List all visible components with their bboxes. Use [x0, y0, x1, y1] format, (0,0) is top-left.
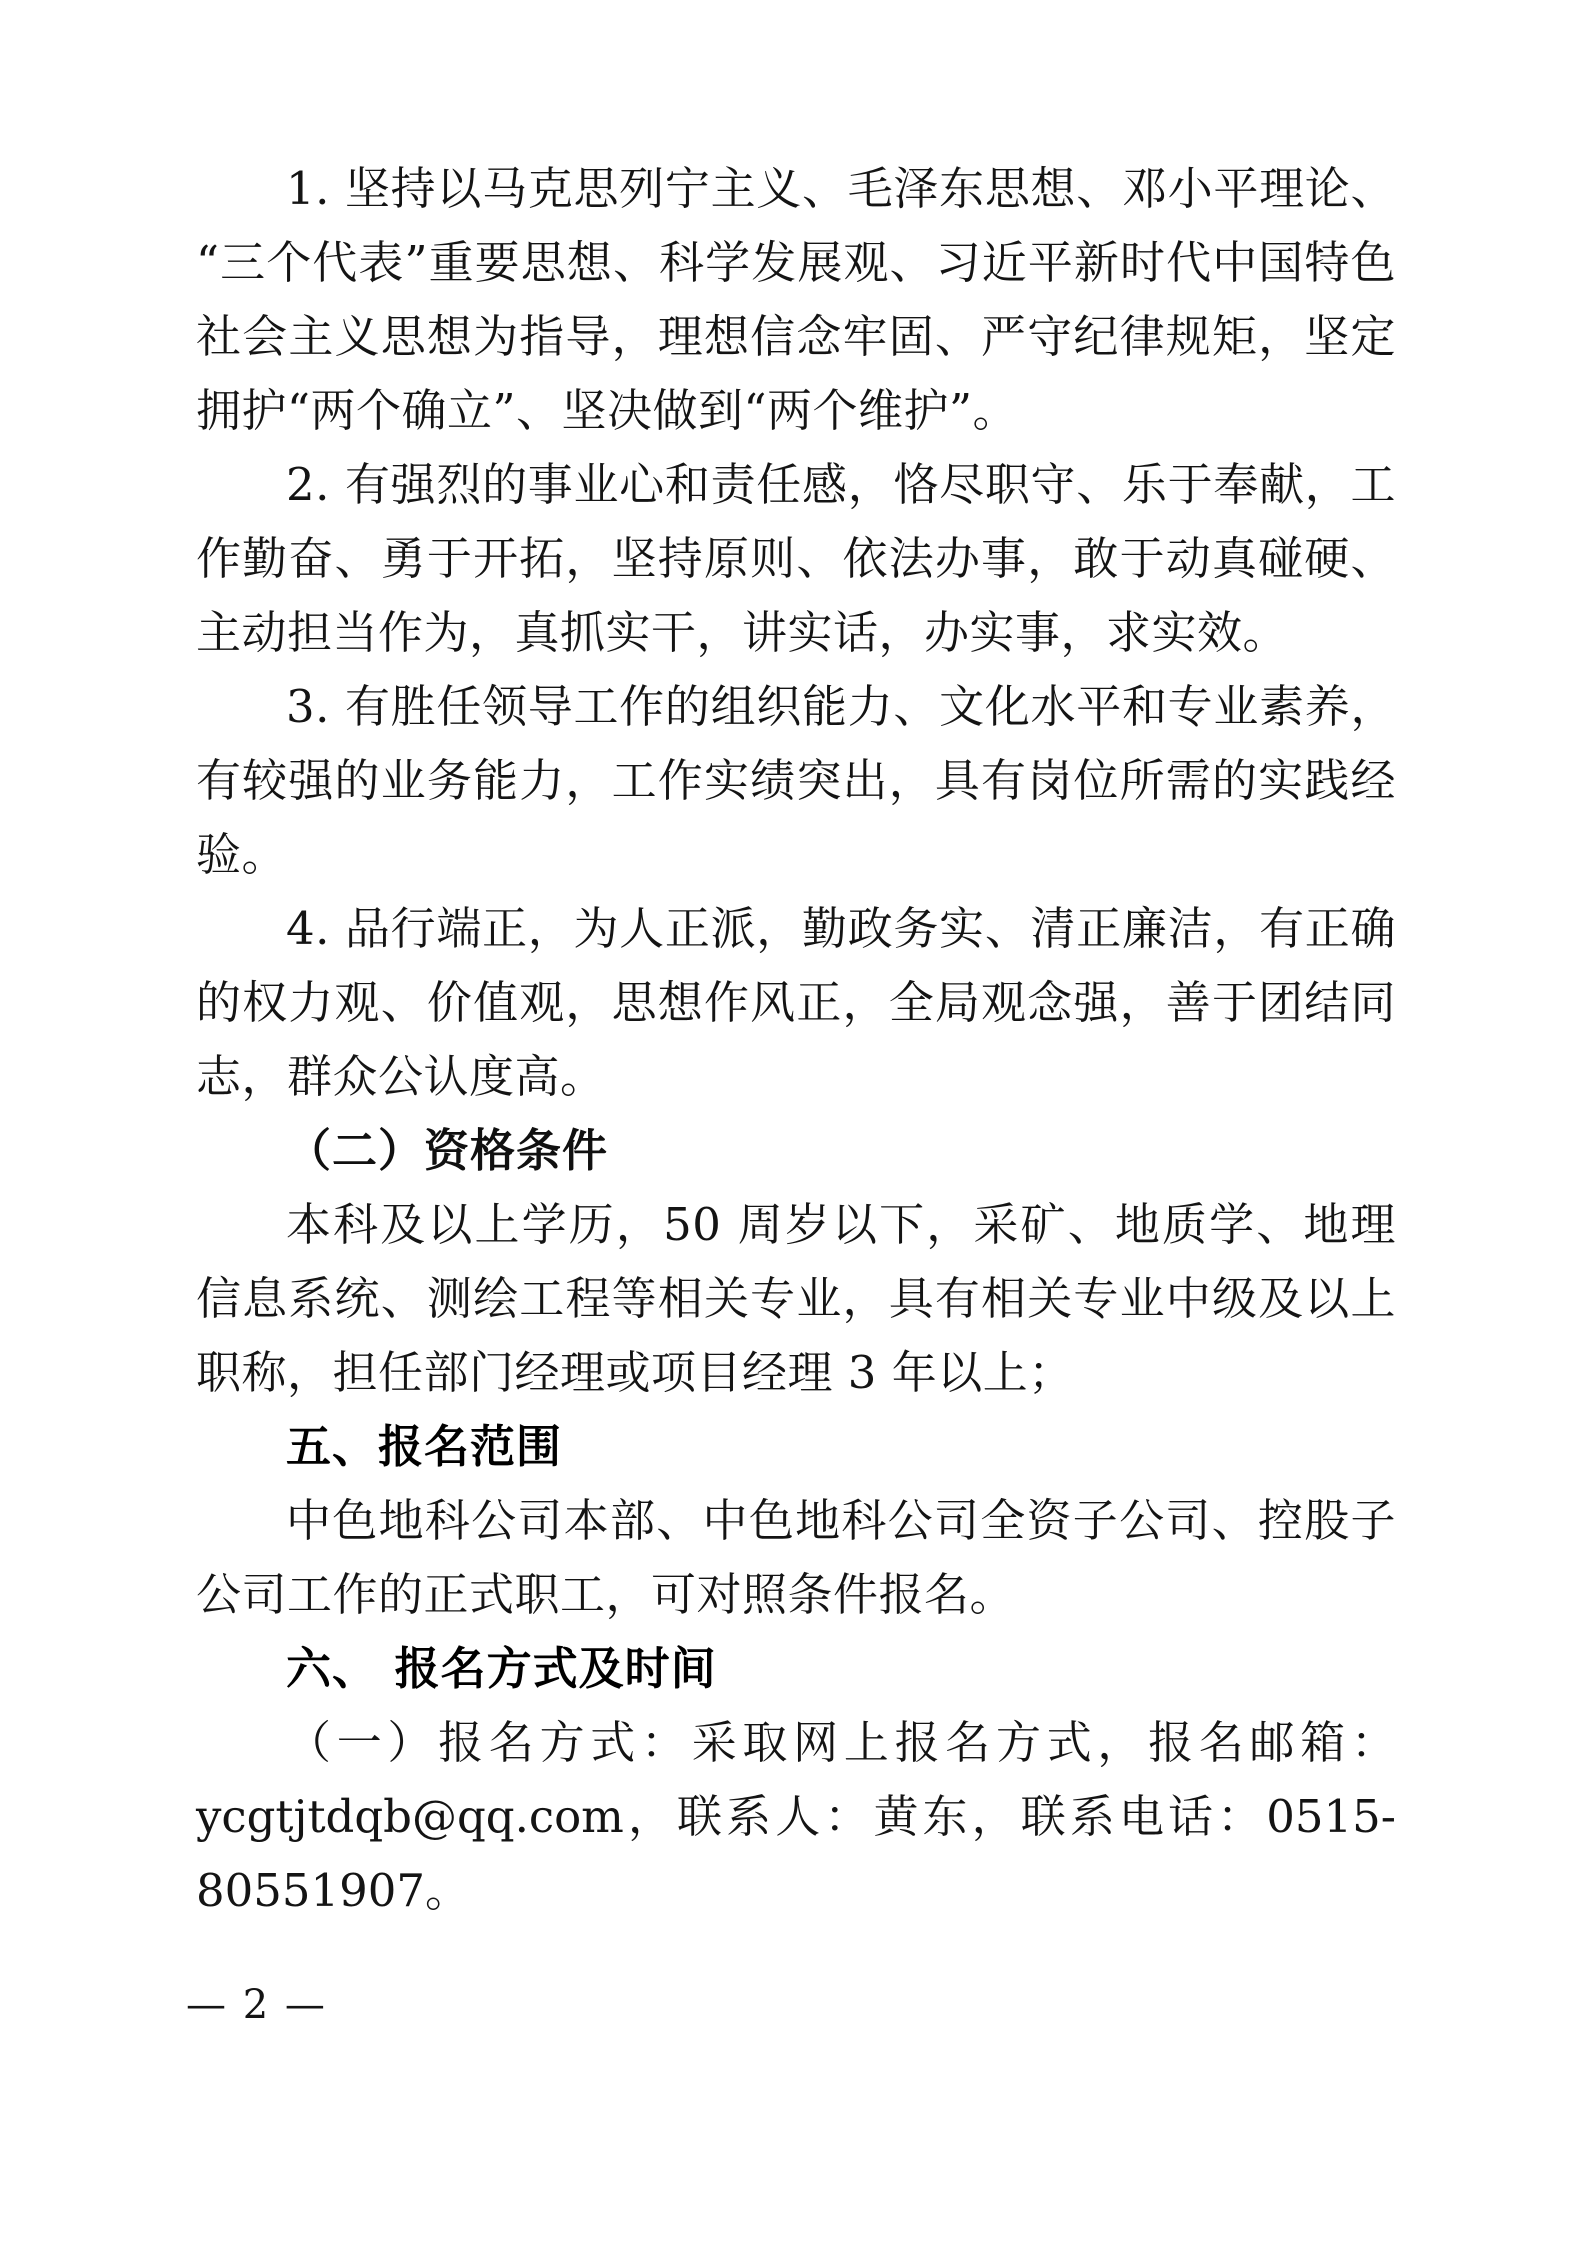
requirement-item-1: 1. 坚持以马克思列宁主义、毛泽东思想、邓小平理论、“三个代表”重要思想、科学发展观、习近平新时代中国特色社会主义思想为指导，理想信念牢固、严守纪律规矩，坚定拥护“两个确立”、坚决做到“两个维护”。	[196, 162, 1396, 437]
section-heading-qualifications: （二）资格条件	[286, 1124, 609, 1177]
section-heading-application-scope: 五、报名范围	[286, 1420, 563, 1473]
qualifications-body: 本科及以上学历，50 周岁以下，采矿、地质学、地理信息系统、测绘工程等相关专业，具有相关专业中级及以上职称，担任部门经理或项目经理 3 年以上；	[196, 1198, 1396, 1399]
section-heading-application-method: 六、 报名方式及时间	[286, 1642, 717, 1695]
document-body	[196, 152, 1396, 1928]
requirement-item-3: 3. 有胜任领导工作的组织能力、文化水平和专业素养，有较强的业务能力，工作实绩突出，具有岗位所需的实践经验。	[196, 680, 1396, 881]
requirement-item-2: 2. 有强烈的事业心和责任感，恪尽职守、乐于奉献，工作勤奋、勇于开拓，坚持原则、依法办事，敢于动真碰硬、主动担当作为，真抓实干，讲实话，办实事，求实效。	[196, 458, 1396, 659]
requirement-item-4: 4. 品行端正，为人正派，勤政务实、清正廉洁，有正确的权力观、价值观，思想作风正，全局观念强，善于团结同志，群众公认度高。	[196, 902, 1396, 1103]
page-number: — 2 —	[186, 1982, 327, 2028]
application-scope-body: 中色地科公司本部、中色地科公司全资子公司、控股子公司工作的正式职工，可对照条件报名。	[196, 1494, 1396, 1621]
application-method-body: （一）报名方式：采取网上报名方式，报名邮箱：ycgtjtdqb@qq.com，联系人：黄东，联系电话：0515-80551907。	[196, 1716, 1396, 1917]
